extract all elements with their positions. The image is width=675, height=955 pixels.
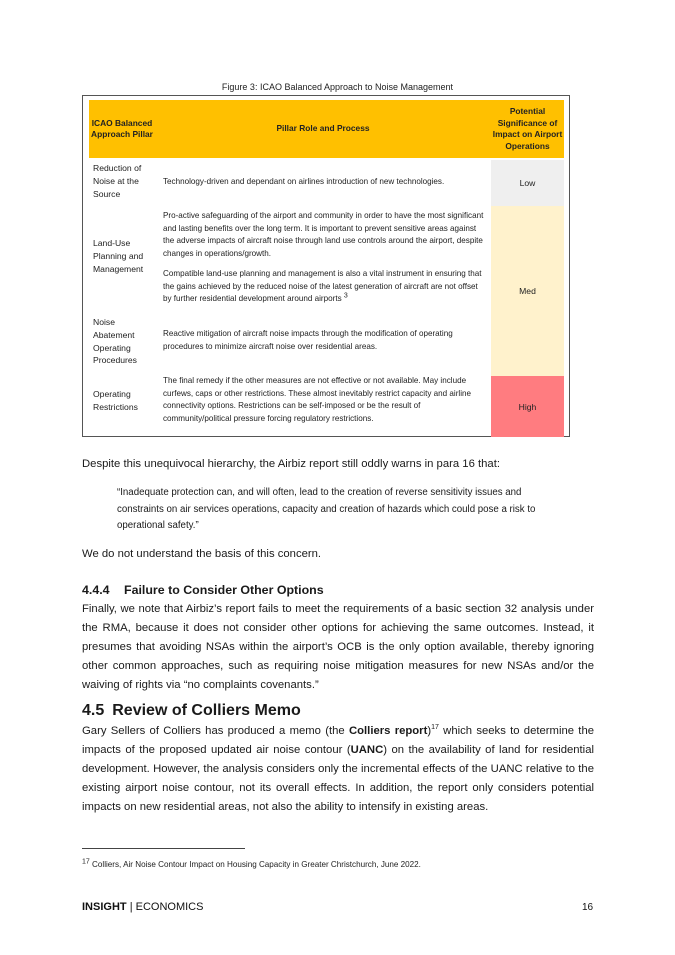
footnote-17 — [82, 860, 421, 869]
footer-brand-bold: INSIGHT — [82, 901, 127, 913]
heading-4-5-number: 4.5 — [82, 702, 105, 719]
heading-4-4-4 — [82, 583, 324, 597]
pillar-noise-abatement: Noise Abatement Operating Procedures — [93, 317, 137, 366]
figure-caption: Figure 3: ICAO Balanced Approach to Noise Management — [221, 82, 454, 92]
section-4-5-text-a: Gary Sellers of Colliers has produced a memo (the — [82, 725, 349, 737]
significance-med: Med — [491, 206, 564, 376]
significance-low: Low — [491, 160, 564, 206]
heading-4-4-4-number: 4.4.4 — [82, 583, 110, 597]
pillar-operating-restrictions: Operating Restrictions — [93, 389, 138, 412]
footer-separator: | — [129, 901, 133, 913]
role-land-use-p2-note: 3 — [343, 292, 348, 300]
footer-brand-rest: ECONOMICS — [135, 901, 204, 913]
uanc-term: UANC — [350, 744, 384, 756]
section-4-5-text-b: which seeks to determine the impacts of the proposed updated air noise contour ( — [82, 725, 595, 756]
footnote-divider — [82, 848, 245, 849]
footnote-number: 17 — [82, 858, 90, 866]
section-4-5-text: Gary Sellers of Colliers has produced a memo (the Colliers report)$^{17}$ which seeks to determine the impacts of the proposed updated air noise contour (UANC) on the availability of land for residential development. However, the analysis considers only the incremental effects of the UANC relative to the existing airport noise contour, not its overall effects. In addition, the report only considers potential impacts on new residential areas, not also the ability to intensify in existing areas. — [82, 724, 595, 813]
header-significance: Potential Significance of Impact on Airport Operations — [491, 100, 564, 158]
footnote-text: Colliers, Air Noise Contour Impact on Housing Capacity in Greater Christchurch, June 2022. — [92, 860, 421, 869]
role-operating-restrictions: The final remedy if the other measures are not effective or not available. May include curfews, caps or other restrictions. These almost inevitably restrict capacity and airline connectivity options. Restrictions can be self-imposed or be the result of community/political pressure forcing regulatory restrictions. — [163, 376, 471, 423]
colliers-report-term: Colliers report — [348, 725, 428, 737]
heading-4-5 — [82, 702, 301, 720]
role-reduction-at-source: Technology-driven and dependant on airlines introduction of new technologies. — [163, 177, 445, 186]
airbiz-quote: “Inadequate protection can, and will often, lead to the creation of reverse sensitivity issues and constraints on air services operations, capacity and creation of hazards which could pose a risk to operational safety.” — [117, 487, 536, 531]
role-land-use-p2 — [163, 268, 488, 306]
role-land-use-p2-text: Compatible land-use planning and management is also a vital instrument in ensuring that the gains achieved by the reduced noise of the latest generation of aircraft are not offset by further residential development around airports — [163, 269, 482, 304]
section-4-4-4-text: Finally, we note that Airbiz’s report fails to meet the requirements of a basic section 32 analysis under the RMA, because it does not consider other options for achieving the same outcomes. Instead, it presumes that avoiding NSAs within the airport’s OCB is the only option available, thereby ignoring other common approaches, such as requiring noise mitigation measures for new NSAs and/or the waiving of rights via “no complaints covenants.” — [82, 603, 594, 691]
role-noise-abatement: Reactive mitigation of aircraft noise impacts through the modification of operating procedures to minimize aircraft noise over residential areas. — [163, 329, 453, 351]
header-role: Pillar Role and Process — [155, 100, 491, 158]
role-land-use-p1: Pro-active safeguarding of the airport and community in order to have the most significant and lasting benefits over the long term. It is important to prevent sensitive areas against the adverse impacts of aircraft noise through land use controls around the airport, despite changes in operations/growth. — [163, 211, 484, 258]
heading-4-5-title: Review of Colliers Memo — [112, 702, 301, 719]
footnote-ref-17: 17 — [431, 724, 439, 732]
section-4-5-text-c: ) on the availability of land for residential development. However, the analysis considers only the incremental effects of the UANC relative to the existing airport noise contour, not its overall effects. In addition, the report only considers potential impacts on new residential areas, not also the ability to intensify in existing areas. — [82, 744, 594, 813]
para-basis: We do not understand the basis of this concern. — [82, 548, 322, 560]
page-number: 16 — [582, 902, 594, 913]
header-pillar: ICAO Balanced Approach Pillar — [89, 100, 155, 158]
pillar-land-use-planning: Land-Use Planning and Management — [93, 238, 144, 274]
icao-balanced-approach-figure — [82, 95, 570, 437]
para-despite: Despite this unequivocal hierarchy, the Airbiz report still oddly warns in para 16 that: — [82, 458, 500, 470]
footer-brand — [82, 901, 203, 913]
pillar-reduction-at-source: Reduction of Noise at the Source — [93, 163, 142, 199]
significance-high: High — [491, 376, 564, 437]
heading-4-4-4-title: Failure to Consider Other Options — [124, 583, 324, 597]
